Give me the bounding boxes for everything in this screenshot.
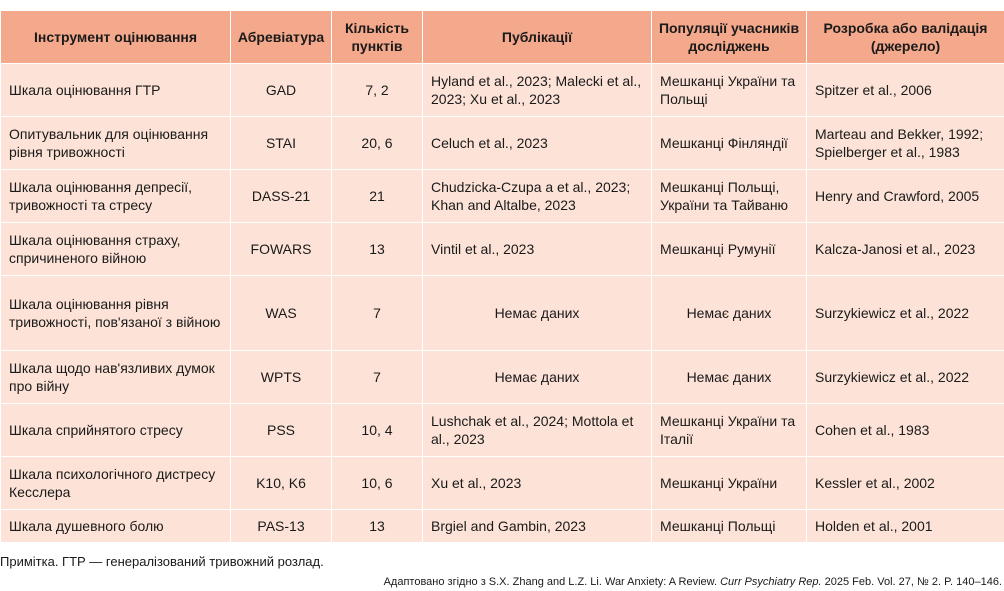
cell-item-count: 7 [332, 351, 423, 404]
cell-abbreviation: WPTS [231, 351, 332, 404]
cell-instrument: Шкала психологічного дистресу Кесслера [1, 457, 231, 510]
cell-abbreviation: FOWARS [231, 223, 332, 276]
cell-item-count: 13 [332, 510, 423, 543]
war-anxiety-instruments-table [0, 10, 1004, 543]
cell-source: Holden et al., 2001 [807, 510, 1004, 543]
header-development-source: Розробка або валідація (джерело) [807, 11, 1004, 64]
cell-item-count: 21 [332, 170, 423, 223]
table-row [1, 510, 1004, 543]
header-abbreviation: Абревіатура [231, 11, 332, 64]
cell-item-count: 7, 2 [332, 64, 423, 117]
cell-source: Cohen et al., 1983 [807, 404, 1004, 457]
table-row [1, 117, 1004, 170]
cell-instrument: Шкала оцінювання депресії, тривожності та стресу [1, 170, 231, 223]
cell-instrument: Шкала щодо нав'язливих думок про війну [1, 351, 231, 404]
table-row [1, 351, 1004, 404]
header-item-count: Кількість пунктів [332, 11, 423, 64]
cell-abbreviation: STAI [231, 117, 332, 170]
cell-source: Henry and Crawford, 2005 [807, 170, 1004, 223]
cell-instrument: Шкала душевного болю [1, 510, 231, 543]
header-publications: Публікації [423, 11, 652, 64]
source-prefix: Адаптовано згідно з S.X. Zhang and L.Z. Li. War Anxiety: A Review. [383, 576, 721, 588]
cell-instrument: Шкала сприйнятого стресу [1, 404, 231, 457]
cell-instrument: Шкала оцінювання ГТР [1, 64, 231, 117]
cell-abbreviation: GAD [231, 64, 332, 117]
cell-source: Kalcza-Janosi et al., 2023 [807, 223, 1004, 276]
cell-populations: Мешканці Польщі, України та Тайваню [652, 170, 807, 223]
source-citation [384, 575, 1002, 589]
table-row [1, 64, 1004, 117]
cell-publications: Brgiel and Gambin, 2023 [423, 510, 652, 543]
cell-publications: Vintil et al., 2023 [423, 223, 652, 276]
cell-source: Kessler et al., 2002 [807, 457, 1004, 510]
cell-publications: Немає даних [423, 276, 652, 351]
cell-item-count: 7 [332, 276, 423, 351]
cell-source: Surzykiewicz et al., 2022 [807, 351, 1004, 404]
cell-publications: Lushchak et al., 2024; Mottola et al., 2023 [423, 404, 652, 457]
header-row [1, 11, 1004, 64]
table-row [1, 457, 1004, 510]
cell-populations: Мешканці України та Італії [652, 404, 807, 457]
cell-item-count: 10, 4 [332, 404, 423, 457]
cell-populations: Мешканці України [652, 457, 807, 510]
header-instrument: Інструмент оцінювання [1, 11, 231, 64]
cell-item-count: 20, 6 [332, 117, 423, 170]
cell-publications: Xu et al., 2023 [423, 457, 652, 510]
header-populations: Популяції учасників досліджень [652, 11, 807, 64]
cell-populations: Мешканці Фінляндії [652, 117, 807, 170]
cell-instrument: Опитувальник для оцінювання рівня тривожності [1, 117, 231, 170]
cell-publications: Немає даних [423, 351, 652, 404]
cell-populations: Немає даних [652, 276, 807, 351]
cell-source: Marteau and Bekker, 1992; Spielberger et al., 1983 [807, 117, 1004, 170]
cell-source: Surzykiewicz et al., 2022 [807, 276, 1004, 351]
cell-instrument: Шкала оцінювання рівня тривожності, пов'язаної з війною [1, 276, 231, 351]
source-journal: Curr Psychiatry Rep. [720, 576, 822, 588]
cell-abbreviation: PAS-13 [231, 510, 332, 543]
cell-populations: Мешканці України та Польщі [652, 64, 807, 117]
cell-publications: Celuch et al., 2023 [423, 117, 652, 170]
table-footnote: Примітка. ГТР — генералізований тривожний розлад. [0, 554, 324, 569]
cell-abbreviation: PSS [231, 404, 332, 457]
cell-abbreviation: K10, K6 [231, 457, 332, 510]
cell-abbreviation: DASS-21 [231, 170, 332, 223]
cell-populations: Мешканці Польщі [652, 510, 807, 543]
cell-populations: Мешканці Румунії [652, 223, 807, 276]
cell-populations: Немає даних [652, 351, 807, 404]
cell-publications: Chudzicka-Czupa a et al., 2023; Khan and Altalbe, 2023 [423, 170, 652, 223]
table-row [1, 223, 1004, 276]
table-row [1, 276, 1004, 351]
cell-item-count: 10, 6 [332, 457, 423, 510]
cell-instrument: Шкала оцінювання страху, спричиненого війною [1, 223, 231, 276]
table-row [1, 170, 1004, 223]
cell-abbreviation: WAS [231, 276, 332, 351]
cell-item-count: 13 [332, 223, 423, 276]
cell-publications: Hyland et al., 2023; Malecki et al., 2023; Xu et al., 2023 [423, 64, 652, 117]
cell-source: Spitzer et al., 2006 [807, 64, 1004, 117]
source-suffix: 2025 Feb. Vol. 27, № 2. P. 140–146. [821, 576, 1002, 588]
table-row [1, 404, 1004, 457]
